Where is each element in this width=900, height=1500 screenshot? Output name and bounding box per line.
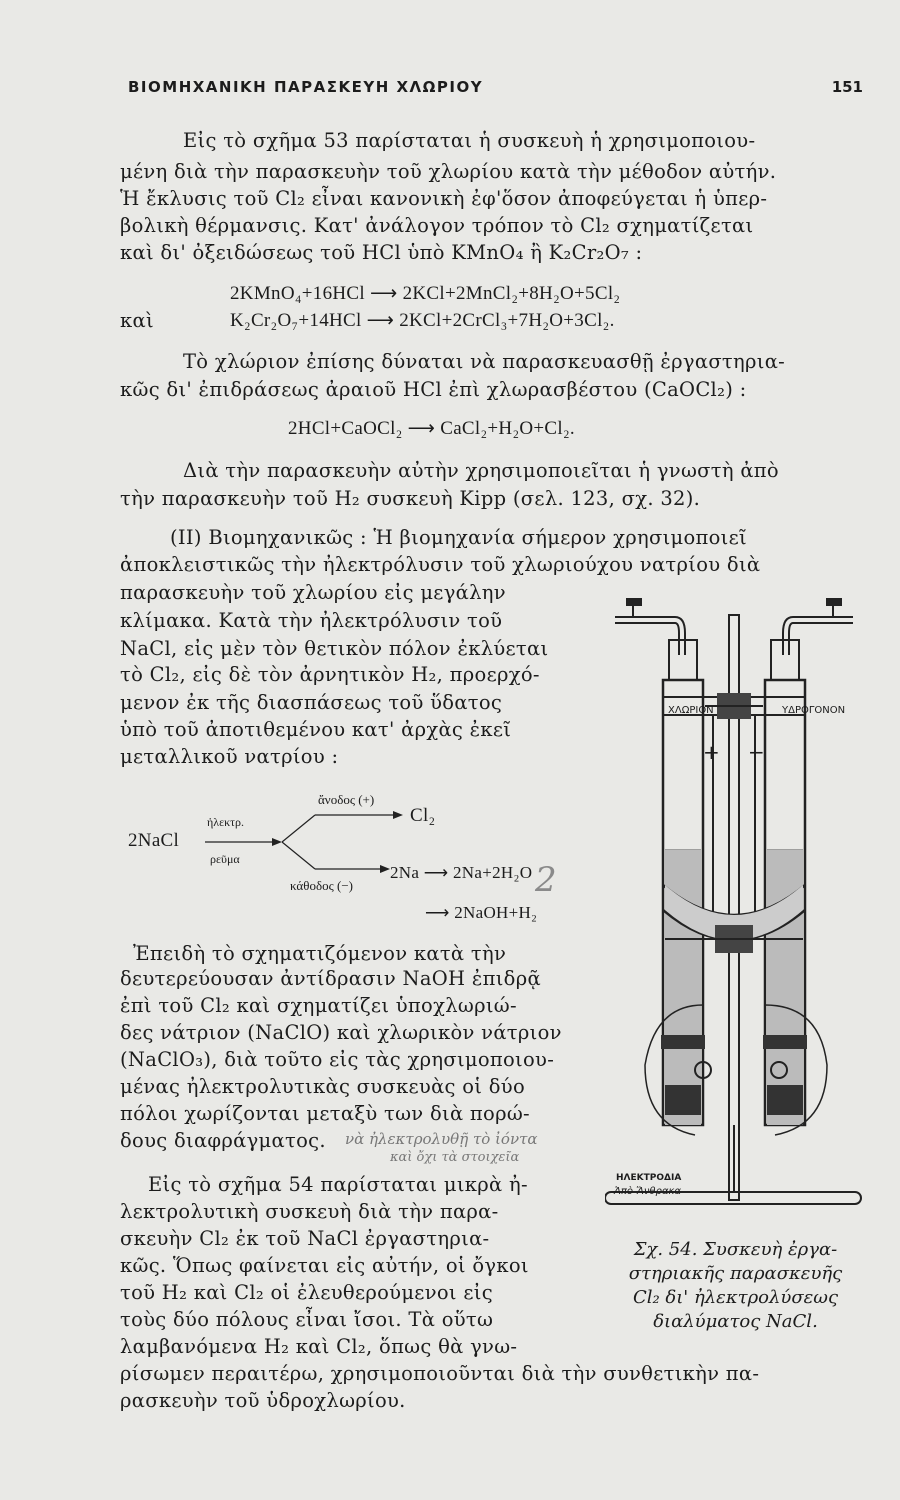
caption-line-2: στηριακῆς παρασκευῆς bbox=[628, 1263, 843, 1284]
handwritten-note-line-1: νὰ ἠλεκτρολυθῇ τὸ ἰόντα bbox=[345, 1130, 538, 1148]
scheme-arrow-top-label: ἠλεκτρ. bbox=[207, 815, 244, 829]
scheme-anode-label: ἄνοδος (+) bbox=[318, 792, 375, 807]
para4-line-5: NaCl, εἰς μὲν τὸν θετικὸν πόλον ἐκλύεται bbox=[120, 637, 549, 660]
electrolysis-apparatus-drawing bbox=[605, 585, 865, 1205]
handwritten-note-line-2: καὶ ὄχι τὰ στοιχεῖα bbox=[390, 1150, 520, 1165]
para5-line-8: δους διαφράγματος. bbox=[120, 1129, 326, 1152]
para5-line-5: (NaClO₃), διὰ τοῦτο εἰς τὰς χρησιμοποιου- bbox=[120, 1048, 555, 1071]
page-number: 151 bbox=[831, 78, 863, 96]
scheme-reactant: 2NaCl bbox=[128, 830, 180, 851]
right-tube-label: ΥΔΡΟΓΟΝΟΝ bbox=[782, 705, 846, 716]
running-header bbox=[128, 74, 863, 104]
left-tube-label: ΧΛΩΡΙΟΝ bbox=[668, 705, 714, 716]
para4-line-2: ἀποκλειστικῶς τὴν ἠλεκτρόλυσιν τοῦ χλωριούχου νατρίου διὰ bbox=[120, 553, 761, 576]
scheme-arrow-bottom-label: ρεῦμα bbox=[210, 852, 240, 866]
para1-line-2: μένη διὰ τὴν παρασκευὴν τοῦ χλωρίου κατὰ τὴν μέθοδον αὐτήν. bbox=[120, 160, 777, 183]
para4-line-6: τὸ Cl₂, εἰς δὲ τὸν ἀρνητικὸν H₂, προερχό- bbox=[120, 663, 540, 686]
figure-caption bbox=[603, 1238, 868, 1334]
para5-line-3: ἐπὶ τοῦ Cl₂ καὶ σχηματίζει ὑποχλωριώ- bbox=[120, 994, 517, 1017]
chapter-title: ΒΙΟΜΗΧΑΝΙΚΗ ΠΑΡΑΣΚΕΥΗ ΧΛΩΡΙΟΥ bbox=[128, 78, 484, 96]
para2-line-1: Τὸ χλώριον ἐπίσης δύναται νὰ παρασκευασθῇ ἐργαστηρια- bbox=[183, 350, 786, 373]
para4-line-3: παρασκευὴν τοῦ χλωρίου εἰς μεγάλην bbox=[120, 581, 506, 604]
para6-line-1: Εἰς τὸ σχῆμα 54 παρίσταται μικρὰ ἠ- bbox=[148, 1173, 528, 1196]
para4-line-1: (II) Βιομηχανικῶς : Ἡ βιομηχανία σήμερον χρησιμοποιεῖ bbox=[170, 526, 747, 549]
caption-line-1: Σχ. 54. Συσκευὴ ἐργα- bbox=[633, 1239, 838, 1260]
handwritten-mark: 2 bbox=[535, 860, 557, 900]
scheme-cathode-step: 2Na ⟶ 2Na+2H₂O bbox=[390, 863, 533, 882]
para6-line-9: ρασκευὴν τοῦ ὑδροχλωρίου. bbox=[120, 1389, 406, 1412]
para2-line-2: κῶς δι' ἐπιδράσεως ἀραιοῦ HCl ἐπὶ χλωρασβέστου (CaOCl₂) : bbox=[120, 378, 747, 401]
para4-line-9: μεταλλικοῦ νατρίου : bbox=[120, 745, 339, 768]
para1-line-4: βολικὴ θέρμανσις. Κατ' ἀνάλογον τρόπον τὸ Cl₂ σχηματίζεται bbox=[120, 214, 754, 237]
para1-line-1: Εἰς τὸ σχῆμα 53 παρίσταται ἡ συσκευὴ ἡ χρησιμοποιου- bbox=[183, 129, 756, 152]
equation-caocl2: 2HCl+CaOCl₂ ⟶ CaCl₂+H₂O+Cl₂. bbox=[288, 418, 575, 439]
scheme-cathode-label: κάθοδος (−) bbox=[290, 878, 353, 893]
para5-line-6: μένας ἠλεκτρολυτικὰς συσκευὰς οἱ δύο bbox=[120, 1075, 525, 1098]
para5-line-2: δευτερεύουσαν ἀντίδρασιν NaOH ἐπιδρᾷ bbox=[120, 967, 541, 990]
caption-line-3: Cl₂ δι' ἠλεκτρολύσεως bbox=[632, 1287, 839, 1308]
para6-line-2: λεκτρολυτικὴ συσκευὴ διὰ τὴν παρα- bbox=[120, 1200, 499, 1223]
para4-line-4: κλίμακα. Κατὰ τὴν ἠλεκτρόλυσιν τοῦ bbox=[120, 609, 503, 632]
equation-conjunction: καὶ bbox=[120, 309, 154, 332]
para6-line-8: ρίσωμεν περαιτέρω, χρησιμοποιοῦνται διὰ τὴν συνθετικὴν πα- bbox=[120, 1362, 760, 1385]
scheme-anode-product: Cl₂ bbox=[410, 805, 436, 826]
electrodes-label: ΗΛΕΚΤΡΟΔΙΑ bbox=[616, 1173, 682, 1183]
anode-plus-sign: + bbox=[703, 740, 720, 764]
cathode-minus-sign: − bbox=[748, 740, 765, 764]
para6-line-7: λαμβανόμενα H₂ καὶ Cl₂, ὅπως θὰ γνω- bbox=[120, 1335, 518, 1358]
para3-line-1: Διὰ τὴν παρασκευὴν αὐτὴν χρησιμοποιεῖται ἡ γνωστὴ ἀπὸ bbox=[183, 459, 779, 482]
scheme-cathode-final: ⟶ 2NaOH+H₂ bbox=[425, 903, 538, 922]
para5-line-4: δες νάτριον (NaClO) καὶ χλωρικὸν νάτριον bbox=[120, 1021, 562, 1044]
para5-line-1: Ἐπειδὴ τὸ σχηματιζόμενον κατὰ τὴν bbox=[133, 942, 507, 965]
scheme-arrows bbox=[190, 790, 490, 910]
para6-line-5: τοῦ H₂ καὶ Cl₂ οἱ ἐλευθερούμενοι εἰς bbox=[120, 1281, 493, 1304]
equation-k2cr2o7: K₂Cr₂O₇+14HCl ⟶ 2KCl+2CrCl₃+7H₂O+3Cl₂. bbox=[230, 310, 615, 331]
para1-line-3: Ἡ ἔκλυσις τοῦ Cl₂ εἶναι κανονικὴ ἐφ'ὅσον ἀποφεύγεται ἡ ὑπερ- bbox=[120, 187, 768, 210]
caption-line-4: διαλύματος NaCl. bbox=[653, 1311, 818, 1332]
equation-kmno4: 2KMnO₄+16HCl ⟶ 2KCl+2MnCl₂+8H₂O+5Cl₂ bbox=[230, 283, 621, 304]
para6-line-3: σκευὴν Cl₂ ἐκ τοῦ NaCl ἐργαστηρια- bbox=[120, 1227, 490, 1250]
para1-line-5: καὶ δι' ὀξειδώσεως τοῦ HCl ὑπὸ KMnO₄ ἢ K₂Cr₂O₇ : bbox=[120, 241, 643, 264]
electrodes-sublabel: Ἀπὸ Ἄνθρακα bbox=[614, 1186, 681, 1197]
para4-line-8: ὑπὸ τοῦ ἀποτιθεμένου κατ' ἀρχὰς ἐκεῖ bbox=[120, 718, 512, 741]
para5-line-7: πόλοι χωρίζονται μεταξὺ των διὰ πορώ- bbox=[120, 1102, 530, 1125]
para3-line-2: τὴν παρασκευὴν τοῦ H₂ συσκευὴ Kipp (σελ. 123, σχ. 32). bbox=[120, 487, 701, 510]
para4-line-7: μενον ἐκ τῆς διασπάσεως τοῦ ὕδατος bbox=[120, 691, 503, 714]
para6-line-4: κῶς. Ὅπως φαίνεται εἰς αὐτήν, οἱ ὄγκοι bbox=[120, 1254, 529, 1277]
para6-line-6: τοὺς δύο πόλους εἶναι ἴσοι. Τὰ οὕτω bbox=[120, 1308, 494, 1331]
